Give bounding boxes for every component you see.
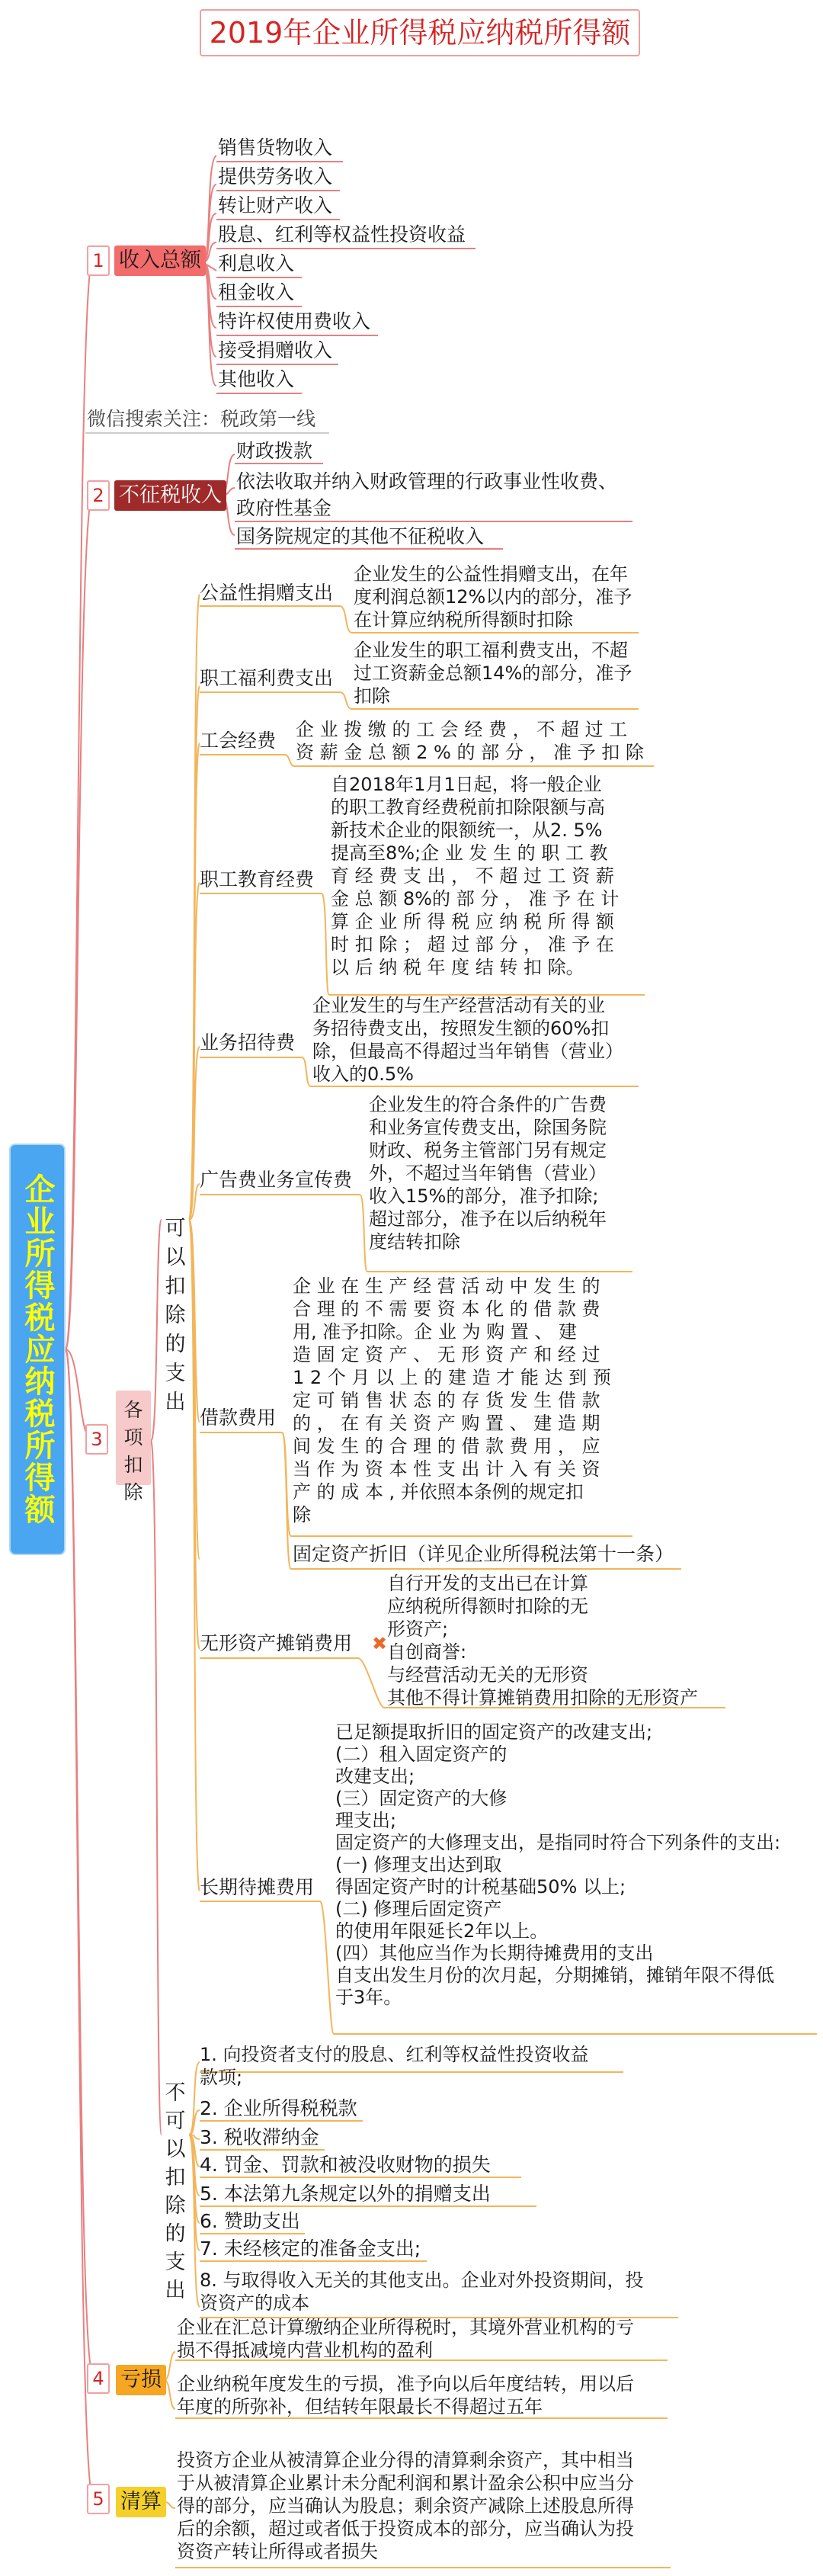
section-3-number: 3	[85, 1424, 108, 1455]
deductible-desc-8: 固定资产折旧（详见企业所得税法第十一条）	[293, 1543, 674, 1565]
deductible-name-4: 职工教育经费	[200, 868, 315, 890]
section-liquidation-node[interactable]: 清算	[116, 2487, 166, 2517]
section-1-number: 1	[87, 245, 110, 276]
cross-icon: ✖	[372, 1633, 388, 1654]
income-item-4: 股息、红利等权益性投资收益	[218, 223, 466, 245]
deductible-desc-3: 企 业 拨 缴 的 工 会 经 费 ， 不 超 过 工 资 薪 金 总 额 2 % 的 部 分 ， 准 予 扣 除	[296, 719, 644, 763]
section-loss-node[interactable]: 亏损	[116, 2365, 166, 2395]
deductible-name-2: 职工福利费支出	[200, 667, 334, 689]
deductible-desc-9: 自行开发的支出已在计算 应纳税所得额时扣除的无 形资产; 自创商誉: 与经营活动无关的无形资 其他不得计算摊销费用扣除的无形资产	[387, 1573, 698, 1708]
deductible-desc-10: 已足额提取折旧的固定资产的改建支出; (二）租入固定资产的 改建支出; (三）固定资产的大修 理支出; 固定资产的大修理支出，是指同时符合下列条件的支出: (一) 修理支出达到取 得固定资产时的计税基础50% 以上; (二) 修理后固定资产 的使用年限延长2年以上。 (四）其他应当作为长期待摊费用的支出 自支出发生月份的次月起，分期摊销，摊销年限不得低 于3年。	[335, 1721, 781, 2008]
deductible-name-7: 借款费用	[200, 1407, 277, 1429]
non-deductible-item-5: 5. 本法第九条规定以外的捐赠支出	[200, 2183, 491, 2205]
deductible-name-5: 业务招待费	[200, 1031, 296, 1054]
section-5-number: 5	[87, 2484, 110, 2514]
non-taxable-item-3: 国务院规定的其他不征税收入	[236, 525, 485, 547]
income-item-2: 提供劳务收入	[218, 165, 333, 188]
root-label: 企业所得税应纳税所得额	[20, 1173, 55, 1525]
deductible-desc-4: 自2018年1月1日起，将一般企业 的职工教育经费税前扣除限额与高 新技术企业的限额统一，从2. 5% 提高至8%;企 业 发 生 的 职 工 教 育 经 费 支 出 ， 不 超 过 工 资 薪 金 总 额 8%的 部 分 ， 准 予 在 计 算 企 业 所 得 税 应 纳 税 所 得 额 时 扣 除 ； 超 过 部 分 ， 准 予 在 以 后 纳 税 年 度 结 转 扣 除。	[331, 774, 620, 978]
section-income-node[interactable]: 收入总额	[114, 245, 206, 276]
income-item-9: 其他收入	[218, 368, 295, 390]
deductible-name-6: 广告费业务宣传费	[200, 1169, 353, 1191]
income-item-8: 接受捐赠收入	[218, 339, 333, 361]
deductible-name-10: 长期待摊费用	[200, 1876, 315, 1898]
income-item-3: 转让财产收入	[218, 194, 333, 217]
non-taxable-item-1: 财政拨款	[236, 440, 313, 462]
non-deductible-group-label[interactable]: 不 可 以 扣 除 的 支 出	[165, 2081, 186, 2302]
deductible-desc-7: 企 业 在 生 产 经 营 活 动 中 发 生 的 合 理 的 不 需 要 资 本 化 的 借 款 费 用, 准予扣除。企 业 为 购 置 、 建 造 固 定 资 产 、 无 形 资 产 和 经 过 1 2 个 月 以 上 的 建 造 才 能 达 到 预 定 可 销 售 状 态 的 存 货 发 生 借 款 的 ， 在 有 关 资 产 购 置 、 建 造 期 间 发 生 的 合 理 的 借 款 费 用 ， 应 当 作 为 资 本 性 支 出 计 入 有 关 资 产 的 成 本 , 并依照本条例的规定扣 除	[293, 1275, 611, 1525]
non-deductible-item-7: 7. 未经核定的准备金支出;	[200, 2238, 421, 2260]
deductible-desc-1: 企业发生的公益性捐赠支出，在年 度利润总额12%以内的部分，准予 在计算应纳税所得额时扣除	[354, 563, 632, 630]
income-item-1: 销售货物收入	[218, 136, 333, 159]
deductible-desc-2: 企业发生的职工福利费支出，不超 过工资薪金总额14%的部分，准予 扣除	[354, 640, 632, 707]
loss-item-2: 企业纳税年度发生的亏损，准予向以后年度结转，用以后 年度的所弥补，但结转年限最长不得超过五年	[177, 2373, 634, 2417]
loss-item-1: 企业在汇总计算缴纳企业所得税时，其境外营业机构的亏 损不得抵减境内营业机构的盈利	[177, 2317, 634, 2361]
page-title: 2019年企业所得税应纳税所得额	[200, 9, 640, 56]
non-deductible-item-4: 4. 罚金、罚款和被没收财物的损失	[200, 2154, 491, 2176]
deductible-desc-6: 企业发生的符合条件的广告费 和业务宣传费支出，除国务院 财政、税务主管部门另有规定 外，不超过当年销售（营业） 收入15%的部分，准予扣除; 超过部分，准予在以后纳税年 度结转扣除	[369, 1094, 607, 1253]
non-deductible-item-8: 8. 与取得收入无关的其他支出。企业对外投资期间，投 资资产的成本	[200, 2270, 644, 2314]
income-item-7: 特许权使用费收入	[218, 310, 371, 332]
non-deductible-item-1: 1. 向投资者支付的股息、红利等权益性投资收益 款项;	[200, 2044, 589, 2088]
section-non-taxable-node[interactable]: 不征税收入	[114, 480, 226, 511]
section-deductions-node[interactable]: 各项 扣除	[116, 1391, 151, 1485]
root-node[interactable]	[9, 1144, 66, 1555]
non-deductible-item-6: 6. 赞助支出	[200, 2210, 300, 2232]
deductible-group-label[interactable]: 可 以 扣 除 的 支 出	[165, 1217, 186, 1414]
non-deductible-item-2: 2. 企业所得税税款	[200, 2097, 357, 2119]
income-item-6: 租金收入	[218, 281, 295, 303]
watermark-text: 微信搜索关注：税政第一线	[87, 408, 316, 430]
deductible-desc-5: 企业发生的与生产经营活动有关的业 务招待费支出，按照发生额的60%扣 除，但最高不得超过当年销售（营业） 收入的0.5%	[312, 995, 623, 1085]
section-2-number: 2	[87, 480, 110, 511]
non-taxable-item-2: 依法收取并纳入财政管理的行政事业性收费、 政府性基金	[236, 470, 618, 519]
section-4-number: 4	[87, 2363, 110, 2394]
income-item-5: 利息收入	[218, 252, 295, 274]
deductible-name-3: 工会经费	[200, 730, 277, 752]
deductible-name-9: 无形资产摊销费用	[200, 1632, 353, 1654]
deductible-name-1: 公益性捐赠支出	[200, 582, 334, 604]
non-deductible-item-3: 3. 税收滞纳金	[200, 2126, 319, 2148]
liquidation-item-1: 投资方企业从被清算企业分得的清算剩余资产，其中相当 于从被清算企业累计未分配利润和累计盈余公积中应当分 得的部分，应当确认为股息；剩余资产减除上述股息所得 后的余额，超过或者低于投资成本的部分，应当确认为投 资资产转让所得或者损失	[177, 2449, 634, 2562]
